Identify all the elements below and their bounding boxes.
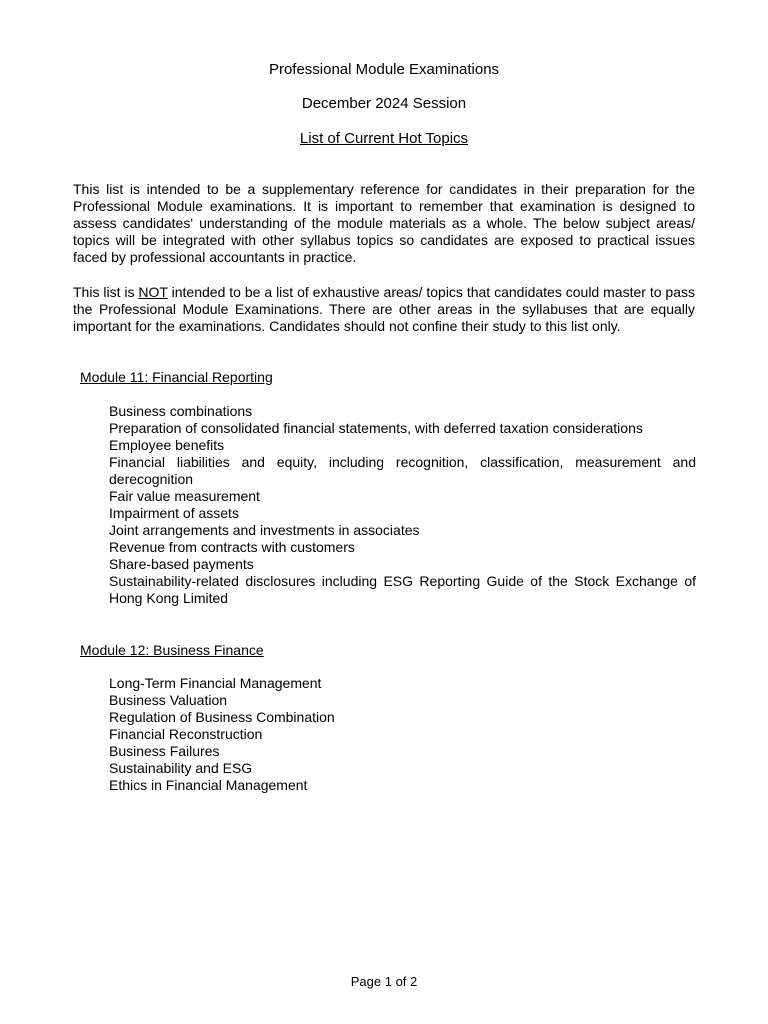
- list-item: Revenue from contracts with customers: [109, 539, 355, 555]
- document-title: Professional Module Examinations: [268, 61, 500, 78]
- list-item: Business Failures: [109, 743, 220, 759]
- intro-paragraph-2: [73, 284, 695, 335]
- not-emphasis: NOT: [138, 284, 168, 300]
- list-item: Regulation of Business Combination: [109, 709, 335, 725]
- module-11-topic-list: [109, 403, 696, 607]
- session-title: December 2024 Session: [301, 95, 467, 112]
- list-item: Financial liabilities and equity, including recognition, classification, measurement and derecognition: [109, 454, 696, 487]
- list-item: Sustainability-related disclosures including ESG Reporting Guide of the Stock Exchange of Hong Kong Limited: [109, 573, 696, 606]
- list-item: Impairment of assets: [109, 505, 239, 521]
- intro-paragraph-2-end: intended to be a list of exhaustive areas/ topics that candidates could master to pass the Professional Module Examinations. There are other areas in the syllabuses that are equally important for the examinations. Candidates should not confine their study to this list only.: [73, 284, 695, 334]
- module-11-heading: Module 11: Financial Reporting: [80, 369, 273, 385]
- list-item: Ethics in Financial Management: [109, 777, 308, 793]
- page-number: Page 1 of 2: [350, 974, 418, 989]
- list-item: Preparation of consolidated financial statements, with deferred taxation considerations: [109, 420, 643, 436]
- intro-paragraph-1: This list is intended to be a supplementary reference for candidates in their preparation for the Professional Module examinations. It is important to remember that examination is designed to assess candidates' understanding of the module materials as a whole. The below subject areas/ topics will be integrated with other syllabus topics so candidates are exposed to practical issues faced by professional accountants in practice.: [73, 181, 695, 265]
- list-item: Joint arrangements and investments in associates: [109, 522, 420, 538]
- list-item: Employee benefits: [109, 437, 225, 453]
- list-title-wrapper: [0, 130, 768, 147]
- list-item: Business combinations: [109, 403, 253, 419]
- module-12-topic-list: [109, 675, 696, 794]
- list-item: Sustainability and ESG: [109, 760, 253, 776]
- list-item: Fair value measurement: [109, 488, 260, 504]
- list-item: Financial Reconstruction: [109, 726, 263, 742]
- list-item: Long-Term Financial Management: [109, 675, 322, 691]
- intro-paragraph-2-start: This list is: [73, 284, 139, 300]
- list-title: List of Current Hot Topics: [299, 130, 469, 147]
- list-item: Share-based payments: [109, 556, 254, 572]
- module-12-heading: Module 12: Business Finance: [80, 642, 264, 658]
- list-item: Business Valuation: [109, 692, 228, 708]
